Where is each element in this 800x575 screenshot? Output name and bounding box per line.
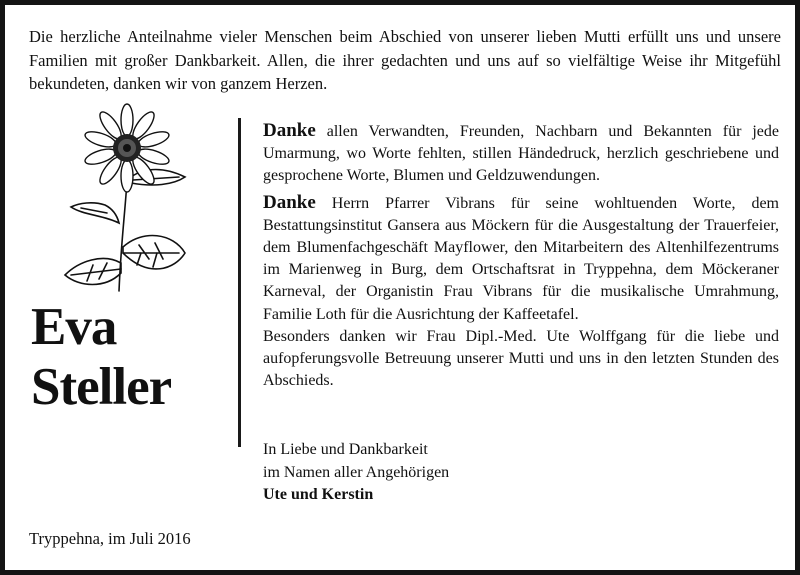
closing-block bbox=[263, 439, 663, 507]
thanks-lead: Danke bbox=[263, 120, 316, 141]
intro-text: Die herzliche Anteilnahme vieler Menschen beim Abschied von unserer lieben Mutti erfüllt uns und unsere Familien mit großer Dankbarkeit. Allen, die ihrer gedachten und uns auf so vielfältige Weise ihr Mitgefühl bekundeten, danken wir von ganzem Herzen. bbox=[29, 27, 781, 93]
closing-line: In Liebe und Dankbarkeit bbox=[263, 441, 428, 458]
deceased-name bbox=[31, 297, 241, 417]
vertical-divider bbox=[238, 118, 241, 185]
signature: Ute und Kerstin bbox=[263, 486, 374, 503]
thanks-text: allen Verwandten, Freunden, Nachbarn und Bekannten für jede Umarmung, wo Worte fehlten, stillen Händedruck, herzlich geschriebene und gesprochene Worte, Blumen und Geldzuwendungen. bbox=[263, 123, 779, 185]
last-name: Steller bbox=[31, 358, 172, 416]
sunflower-icon bbox=[53, 103, 203, 293]
thanks-lead: Danke bbox=[263, 191, 316, 213]
thanks-body bbox=[263, 120, 779, 392]
thanks-text: Herrn Pfarrer Vibrans für seine wohltuenden Worte, dem Bestattungsinstitut Gansera aus Möckern für die Ausgestaltung der Trauerfeier, dem Blumenfachgeschäft Mayflower, den Mitarbeitern des Altenhilfezentrums im Marienweg in Burg, dem Ortschaftsrat in Tryppehna, dem Möckeraner Karneval, der Organistin Frau Vibrans für die musikalische Umrahmung, Familie Loth für die Ausrichtung der Kaffeetafel. bbox=[263, 194, 779, 323]
vertical-divider bbox=[238, 185, 241, 447]
special-thanks: Besonders danken wir Frau Dipl.-Med. Ute Wolffgang für die liebe und aufopferungsvolle Betreuung unserer Mutti und uns in den letzten Stunden des Abschieds. bbox=[263, 327, 779, 390]
first-name: Eva bbox=[31, 298, 117, 356]
place-date: Tryppehna, im Juli 2016 bbox=[29, 529, 191, 548]
closing-line: im Namen aller Angehörigen bbox=[263, 463, 450, 481]
thanks-paragraph bbox=[263, 192, 779, 326]
thanks-paragraph bbox=[263, 120, 779, 188]
